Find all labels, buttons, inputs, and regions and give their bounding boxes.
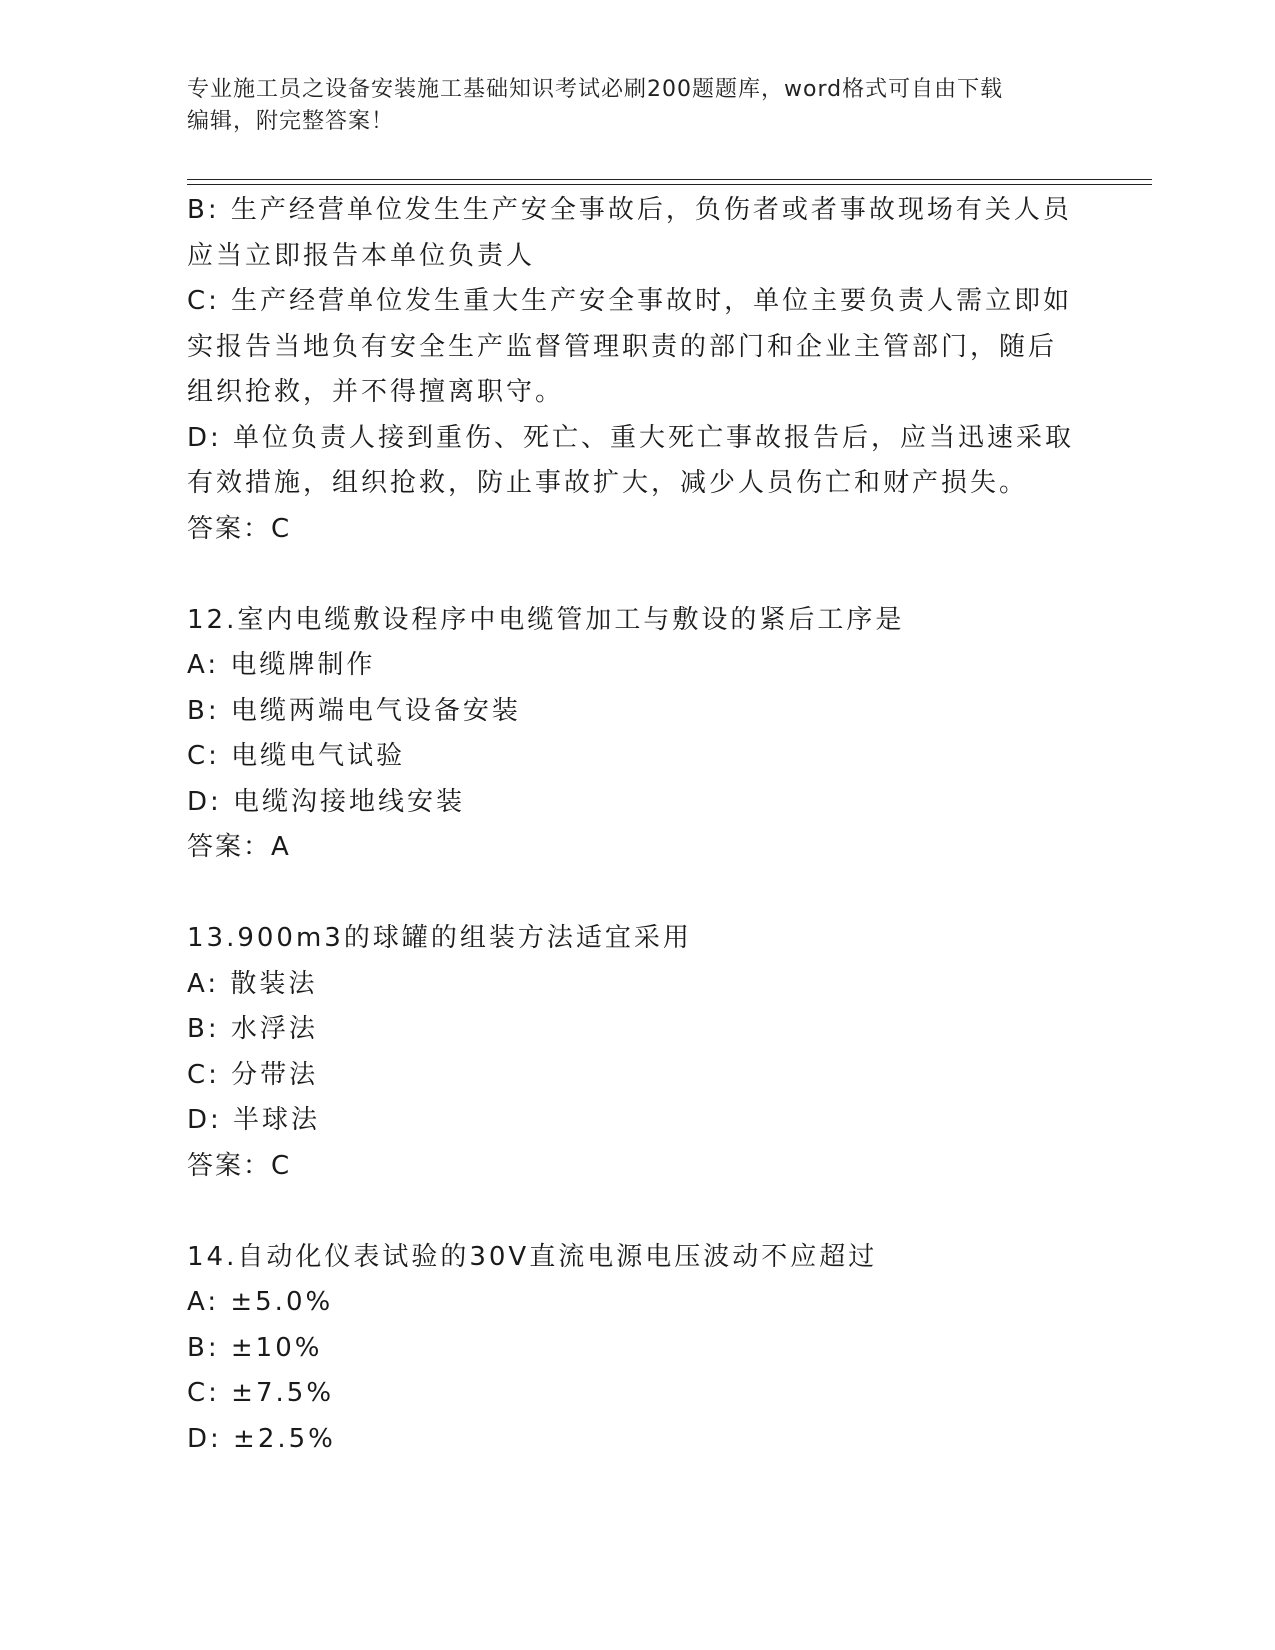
- option-b: B: 水浮法: [187, 1014, 318, 1044]
- spacer: [187, 1189, 1087, 1235]
- question-text: 12.室内电缆敷设程序中电缆管加工与敷设的紧后工序是: [187, 604, 905, 635]
- header-title-line-2: 编辑，附完整答案！: [187, 109, 395, 134]
- spacer: [187, 552, 1087, 598]
- document-header: [187, 74, 1067, 138]
- question-13: [187, 916, 1087, 1189]
- answer-line: 答案：C: [187, 513, 292, 544]
- option-c-line-1: C: 生产经营单位发生重大生产安全事故时，单位主要负责人需立即如: [187, 286, 1073, 316]
- option-d-line-2: 有效措施，组织抢救，防止事故扩大，减少人员伤亡和财产损失。: [187, 468, 1029, 498]
- question-12: [187, 598, 1087, 871]
- option-a: A: ±5.0%: [187, 1287, 334, 1317]
- option-d-line-1: D: 单位负责人接到重伤、死亡、重大死亡事故报告后，应当迅速采取: [187, 422, 1075, 453]
- option-a: A: 散装法: [187, 968, 318, 999]
- option-a: A: 电缆牌制作: [187, 650, 376, 680]
- document-body: [187, 188, 1087, 1462]
- header-divider-bottom: [187, 184, 1152, 185]
- option-c: C: 电缆电气试验: [187, 741, 406, 771]
- option-c: C: ±7.5%: [187, 1378, 335, 1408]
- question-11-continuation: [187, 188, 1087, 552]
- option-c: C: 分带法: [187, 1059, 319, 1090]
- option-b-line-2: 应当立即报告本单位负责人: [187, 240, 536, 271]
- question-14: [187, 1235, 1087, 1463]
- option-b: B: ±10%: [187, 1332, 323, 1363]
- answer-line: 答案：C: [187, 1150, 292, 1181]
- question-text: 14.自动化仪表试验的30V直流电源电压波动不应超过: [187, 1241, 878, 1272]
- option-c-line-3: 组织抢救，并不得擅离职守。: [187, 377, 565, 407]
- question-text: 13.900m3的球罐的组装方法适宜采用: [187, 923, 692, 953]
- header-divider-top: [187, 179, 1152, 180]
- answer-line: 答案：A: [187, 832, 291, 862]
- header-title-line-1: 专业施工员之设备安装施工基础知识考试必刷200题题库，word格式可自由下载: [187, 77, 1004, 102]
- spacer: [187, 871, 1087, 917]
- option-d: D: 电缆沟接地线安装: [187, 786, 466, 817]
- option-b: B: 电缆两端电气设备安装: [187, 695, 521, 726]
- option-d: D: ±2.5%: [187, 1423, 336, 1454]
- option-b-line-1: B: 生产经营单位发生生产安全事故后，负伤者或者事故现场有关人员: [187, 195, 1072, 225]
- option-d: D: 半球法: [187, 1105, 321, 1135]
- option-c-line-2: 实报告当地负有安全生产监督管理职责的部门和企业主管部门，随后: [187, 331, 1058, 362]
